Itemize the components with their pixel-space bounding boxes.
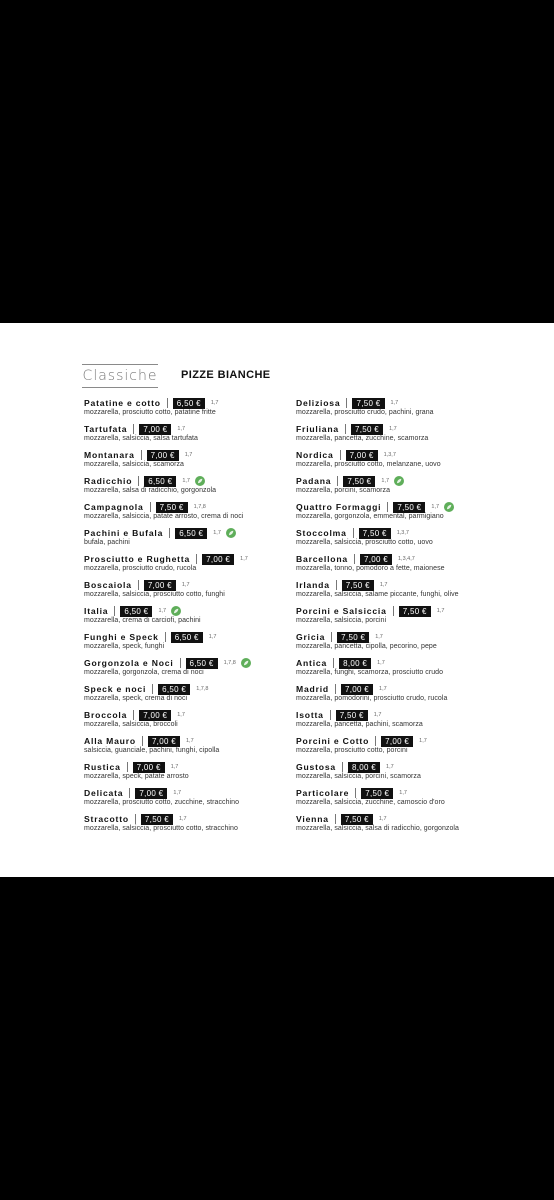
item-name: Rustica [84, 762, 121, 772]
separator [169, 528, 170, 538]
item-allergens: 1,7 [182, 478, 190, 484]
menu-item [84, 761, 299, 787]
item-price: 8,00 € [348, 762, 380, 773]
tab-classiche[interactable]: Classiche [82, 364, 158, 388]
item-allergens: 1,7 [377, 660, 385, 666]
item-price: 7,50 € [342, 580, 374, 591]
item-price: 6,50 € [171, 632, 203, 643]
separator [133, 710, 134, 720]
menu-item [84, 475, 299, 501]
item-price: 6,50 € [120, 606, 152, 617]
item-description: mozzarella, salsiccia, prosciutto cotto, stracchino [84, 825, 238, 832]
separator [196, 554, 197, 564]
item-allergens: 1,7 [386, 764, 394, 770]
item-allergens: 1,7 [389, 426, 397, 432]
item-allergens: 1,3,7 [383, 452, 396, 458]
separator [345, 424, 346, 434]
item-description: mozzarella, speck, patate arrosto [84, 773, 189, 780]
item-allergens: 1,7 [181, 582, 190, 588]
item-allergens: 1,7 [436, 608, 445, 614]
item-price: 6,50 € [144, 476, 176, 487]
item-description: mozzarella, prosciutto cotto, patatine fritte [84, 409, 216, 416]
menu-item [84, 657, 299, 683]
item-description: mozzarella, tonno, pomodoro a fette, maionese [296, 565, 445, 572]
item-allergens: 1,7 [177, 712, 185, 718]
separator [353, 528, 354, 538]
item-name: Stracotto [84, 814, 129, 824]
item-name: Deliziosa [296, 398, 341, 408]
item-description: mozzarella, salsiccia, salame piccante, funghi, olive [296, 591, 459, 598]
item-price: 7,00 € [341, 684, 373, 695]
menu-item [84, 579, 299, 605]
separator [330, 710, 331, 720]
item-description: mozzarella, prosciutto cotto, zucchine, stracchino [84, 799, 240, 806]
item-allergens: 1,7 [378, 816, 387, 822]
item-description: mozzarella, prosciutto cotto, porcini [296, 747, 408, 754]
item-description: mozzarella, salsiccia, broccoli [84, 721, 178, 728]
menu-item [296, 423, 536, 449]
menu-item [84, 813, 299, 839]
item-price: 7,50 € [361, 788, 393, 799]
item-description: mozzarella, salsiccia, patate arrosto, crema di noci [84, 513, 244, 520]
item-allergens: 1,7 [185, 738, 194, 744]
separator [331, 632, 332, 642]
separator [135, 814, 136, 824]
menu-item [296, 605, 536, 631]
menu-item [296, 475, 536, 501]
menu-column-left [84, 397, 299, 839]
item-price: 6,50 € [175, 528, 207, 539]
menu-item [84, 787, 299, 813]
separator [346, 398, 347, 408]
menu-item [296, 657, 536, 683]
item-allergens: 1,7 [379, 686, 387, 692]
item-allergens: 1,7,8 [196, 686, 209, 692]
item-name: Gricia [296, 632, 326, 642]
item-description: mozzarella, salsa di radicchio, gorgonzola [84, 487, 217, 494]
item-allergens: 1,3,4,7 [398, 556, 415, 562]
menu-item [296, 501, 536, 527]
item-price: 7,50 € [359, 528, 391, 539]
separator [393, 606, 394, 616]
menu-item [296, 709, 536, 735]
item-name: Radicchio [84, 476, 133, 486]
item-description: mozzarella, salsiccia, porcini, scamorza [296, 773, 421, 780]
item-allergens: 1,7 [390, 400, 399, 406]
menu-column-right [296, 397, 536, 839]
menu-item [84, 683, 299, 709]
separator [133, 424, 134, 434]
separator [355, 788, 356, 798]
item-description: mozzarella, gorgonzola, crema di noci [84, 669, 204, 676]
menu-item [296, 787, 536, 813]
menu-item [296, 553, 536, 579]
separator [127, 762, 128, 772]
item-price: 7,00 € [133, 762, 165, 773]
item-description: mozzarella, prosciutto cotto, melanzane, uovo [296, 461, 441, 468]
item-price: 7,00 € [381, 736, 413, 747]
menu-item [296, 527, 536, 553]
vegetarian-leaf-icon [226, 528, 236, 538]
item-price: 7,50 € [141, 814, 173, 825]
item-description: mozzarella, gorgonzola, emmental, parmigiano [296, 513, 444, 520]
item-name: Tartufata [84, 424, 128, 434]
item-allergens: 1,7 [381, 478, 390, 484]
separator [335, 684, 336, 694]
menu-item [84, 709, 299, 735]
item-price: 6,50 € [158, 684, 190, 695]
menu-item [296, 683, 536, 709]
item-price: 7,00 € [147, 450, 179, 461]
menu-item [296, 449, 536, 475]
menu-item [84, 449, 299, 475]
item-description: mozzarella, salsiccia, salsa di radicchio, gorgonzola [296, 825, 459, 832]
item-allergens: 1,7 [184, 452, 193, 458]
menu-item [84, 553, 299, 579]
item-description: mozzarella, pancetta, zucchine, scamorza [296, 435, 429, 442]
item-description: mozzarella, crema di carciofi, pachini [84, 617, 201, 624]
item-price: 7,50 € [399, 606, 431, 617]
item-price: 7,00 € [135, 788, 167, 799]
vegetarian-leaf-icon [241, 658, 251, 668]
item-name: Madrid [296, 684, 329, 694]
item-price: 7,50 € [341, 814, 373, 825]
item-name: Patatine e cotto [84, 398, 161, 408]
item-allergens: 1,7,8 [193, 504, 206, 510]
item-name: Gorgonzola e Noci [84, 658, 174, 668]
separator [167, 398, 168, 408]
item-description: mozzarella, salsiccia, salsa tartufata [84, 435, 198, 442]
vegetarian-leaf-icon [171, 606, 181, 616]
item-allergens: 1,7,8 [223, 660, 236, 666]
item-description: mozzarella, salsiccia, prosciutto cotto, uovo [296, 539, 433, 546]
item-price: 6,50 € [186, 658, 218, 669]
item-name: Funghi e Speck [84, 632, 159, 642]
item-allergens: 1,7 [177, 426, 186, 432]
item-allergens: 1,7 [375, 634, 383, 640]
menu-item [296, 631, 536, 657]
item-name: Particolare [296, 788, 350, 798]
item-price: 7,00 € [148, 736, 180, 747]
menu-item [84, 735, 299, 761]
item-price: 7,00 € [144, 580, 176, 591]
vegetarian-leaf-icon [195, 476, 205, 486]
separator [114, 606, 115, 616]
item-name: Alla Mauro [84, 736, 136, 746]
item-allergens: 1,7 [210, 400, 219, 406]
separator [342, 762, 343, 772]
item-name: Italia [84, 606, 109, 616]
item-allergens: 1,7 [158, 608, 167, 614]
item-allergens: 1,7 [399, 790, 407, 796]
item-price: 7,50 € [337, 632, 369, 643]
separator [354, 554, 355, 564]
item-name: Barcellona [296, 554, 348, 564]
menu-item [84, 423, 299, 449]
item-price: 7,00 € [202, 554, 234, 565]
item-price: 7,00 € [346, 450, 378, 461]
item-name: Friuliana [296, 424, 340, 434]
item-name: Padana [296, 476, 332, 486]
menu-item [296, 761, 536, 787]
item-price: 7,50 € [351, 424, 383, 435]
item-name: Porcini e Cotto [296, 736, 370, 746]
vegetarian-leaf-icon [444, 502, 454, 512]
tab-pizze-bianche[interactable]: PIZZE BIANCHE [181, 369, 271, 381]
item-name: Gustosa [296, 762, 336, 772]
item-price: 7,00 € [139, 424, 171, 435]
item-price: 7,00 € [139, 710, 171, 721]
menu-item [296, 397, 536, 423]
separator [375, 736, 376, 746]
vegetarian-leaf-icon [394, 476, 404, 486]
item-allergens: 1,7 [170, 764, 179, 770]
separator [337, 476, 338, 486]
separator [152, 684, 153, 694]
menu-item [84, 631, 299, 657]
item-name: Campagnola [84, 502, 144, 512]
menu-item [84, 527, 299, 553]
item-name: Delicata [84, 788, 124, 798]
separator [336, 580, 337, 590]
item-description: mozzarella, prosciutto crudo, rucola [84, 565, 197, 572]
item-description: mozzarella, salsiccia, porcini [296, 617, 387, 624]
item-name: Vienna [296, 814, 329, 824]
item-allergens: 1,7 [240, 556, 248, 562]
item-allergens: 1,7 [431, 504, 440, 510]
item-description: mozzarella, porcini, scamorza [296, 487, 391, 494]
item-name: Speck e noci [84, 684, 147, 694]
separator [142, 736, 143, 746]
item-name: Nordica [296, 450, 334, 460]
item-allergens: 1,7 [373, 712, 382, 718]
item-description: mozzarella, pancetta, cipolla, pecorino, pepe [296, 643, 437, 650]
separator [165, 632, 166, 642]
separator [333, 658, 334, 668]
item-price: 7,50 € [352, 398, 384, 409]
menu-item [296, 579, 536, 605]
item-allergens: 1,7 [419, 738, 427, 744]
item-price: 7,50 € [393, 502, 425, 513]
menu-item [84, 501, 299, 527]
item-description: mozzarella, salsiccia, prosciutto cotto, funghi [84, 591, 225, 598]
item-description: salsiccia, guanciale, pachini, funghi, cipolla [84, 747, 220, 754]
separator [129, 788, 130, 798]
separator [335, 814, 336, 824]
item-description: mozzarella, salsiccia, zucchine, camoscio d'oro [296, 799, 445, 806]
separator [387, 502, 388, 512]
item-description: mozzarella, salsiccia, scamorza [84, 461, 184, 468]
separator [138, 580, 139, 590]
item-allergens: 1,7 [379, 582, 388, 588]
item-price: 8,00 € [339, 658, 371, 669]
item-allergens: 1,7 [213, 530, 221, 536]
item-name: Boscaiola [84, 580, 132, 590]
item-name: Antica [296, 658, 328, 668]
item-description: mozzarella, speck, crema di noci [84, 695, 188, 702]
item-price: 7,50 € [156, 502, 188, 513]
item-allergens: 1,7 [178, 816, 187, 822]
item-name: Stoccolma [296, 528, 347, 538]
item-price: 6,50 € [173, 398, 205, 409]
item-description: bufala, pachini [84, 539, 130, 546]
item-name: Quattro Formaggi [296, 502, 382, 512]
item-allergens: 1,7 [173, 790, 182, 796]
item-name: Montanara [84, 450, 135, 460]
item-price: 7,50 € [336, 710, 368, 721]
item-price: 7,50 € [343, 476, 375, 487]
item-name: Pachini e Bufala [84, 528, 164, 538]
item-name: Prosciutto e Rughetta [84, 554, 191, 564]
menu-page [0, 323, 554, 877]
separator [180, 658, 181, 668]
menu-item [84, 605, 299, 631]
item-description: mozzarella, funghi, scamorza, prosciutto crudo [296, 669, 444, 676]
separator [138, 476, 139, 486]
item-allergens: 1,3,7 [396, 530, 409, 536]
separator [340, 450, 341, 460]
separator [150, 502, 151, 512]
item-description: mozzarella, prosciutto crudo, pachini, grana [296, 409, 434, 416]
item-description: mozzarella, speck, funghi [84, 643, 165, 650]
menu-item [84, 397, 299, 423]
separator [141, 450, 142, 460]
item-name: Isotta [296, 710, 324, 720]
menu-item [296, 735, 536, 761]
item-name: Irlanda [296, 580, 330, 590]
item-description: mozzarella, pancetta, pachini, scamorza [296, 721, 423, 728]
item-name: Porcini e Salsiccia [296, 606, 387, 616]
menu-item [296, 813, 536, 839]
item-price: 7,00 € [360, 554, 392, 565]
item-allergens: 1,7 [208, 634, 217, 640]
item-name: Broccola [84, 710, 128, 720]
item-description: mozzarella, pomodorini, prosciutto crudo, rucola [296, 695, 448, 702]
